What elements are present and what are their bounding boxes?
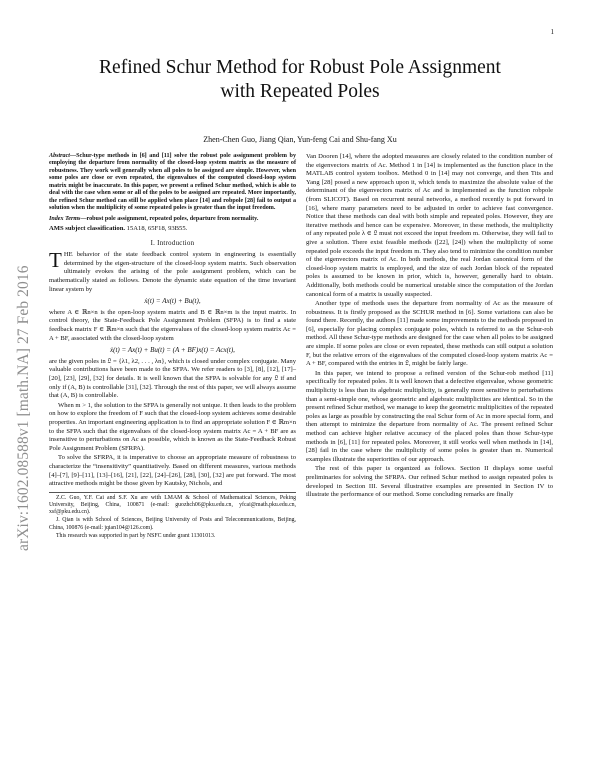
footnote: J. Qian is with School of Sciences, Beijing University of Posts and Telecommunications, Beijing, China, 100876 (e-mail: jqian104@126.com). [49,517,296,531]
paragraph: In this paper, we intend to propose a refined version of the Schur-rob method [11] specifically for repeated poles. It is well known that a defective eigenvalue, whose geometric multiplicity is less than its algebraic multiplicity, is generally more sensitive to perturbations than a semi-simple one, whose geometric and algebraic multiplicities are identical. So in the present refined Schur method, we manage to keep the geometric multiplicities of the repeated poles as large as possible by constructing the real Schur form of Ac in more special form, and then attempt to minimize the departure from normality of Ac. The present refined Schur method can achieve higher relative accuracy of the placed poles than those Schur-type methods in [6], [11] for repeated poles. Moreover, it still works well when methods in [14], [28] fail in the case where the multiplicity of some poles is greater than m. Numerical examples illustrate the superiorities of our approach. [306,369,553,463]
ams-classification [49,225,296,234]
paragraph: where A ∈ ℝn×n is the open-loop system matrix and B ∈ ℝn×m is the input matrix. In control theory, the State-Feedback Pole Assignment Problem (SFPA) is to find a state feedback matrix F ∈ ℝm×n such that the eigenvalues of the closed-loop system matrix Ac = A + BF, associated with the closed-loop system [49,308,296,342]
paragraph: Van Dooren [14], where the adopted measures are closely related to the condition number of the eigenvectors matrix of Ac. Method 1 in [14] is implemented as the function place in the MATLAB control system toolbox. Method 0 in [14] may not converge, and then Tits and Yang [28] posed a new approach upon it, which tends to maximize the absolute value of the determinant of the eigenvectors matrix of Ac and is implemented as the function robpole (from SLICOT). Based on recurrent neural networks, a method recently is put forward in [16], where many parameters need to be adjusted in order to achieve fast convergence. Notice that these methods can deal with both simple and repeated poles. However, they are iterative methods and hence can be expensive. Moreover, in these methods, the multiplicity of any repeated pole λ ∈ 𝔏 must not exceed the input freedom m. Otherwise, they will fail to give a solution. There exist feasible methods ([22], [24]) when the multiplicity of some repeated pole exceeds the input freedom m. They also tend to minimize the condition number of the eigenvectors matrix of Ac. In both methods, the real Jordan canonical form of the closed-loop system matrix is employed, and the size of each Jordan block of the repeated poles is assumed to be known in prior, which is, however, generally hard to obtain. Additionally, both methods could be numerical unstable since the computation of the Jordan canonical form of a matrix is usually suspected. [306,153,553,298]
paragraph [49,248,296,294]
paragraph: The rest of this paper is organized as follows. Section II displays some useful preliminaries for solving the SFRPA. Our refined Schur method to assign repeated poles is developed in Section III. Several illustrative examples are presented in Section IV to illustrate the performance of our method. Some concluding remarks are finally [306,465,553,499]
paragraph: Another type of methods uses the departure from normality of Ac as the measure of robustness. It is firstly proposed as the SCHUR method in [6]. Some variations can also be found there. Recently, the authors [11] made some improvements to the methods proposed in [6], especially for placing complex conjugate poles, which is referred to as the Schur-rob method. All these Schur-type methods are designed for the case when all poles to be assigned are simple. If some poles are close or even repeated, these methods can still output a solution F, but the relative errors of the eigenvalues of the computed closed-loop system matrix Ac = A + BF, compared with the entries in 𝔏, might be fairly large. [306,300,553,368]
index-terms-text: —robust pole assignment, repeated poles, departure from normality. [80,215,259,222]
section-heading: I. Introduction [150,239,195,247]
paragraph: are the given poles in 𝔏 = {λ1, λ2, . . . , λn}, which is closed under complex conjugate. Many valuable contributions have been made to the SFPA. We refer readers to [3], [8], [12], [17]–[20], [23], [29], [32] for details. It is well known that the SFPA is solvable for any 𝔏 if and only if (A, B) is controllable [31], [32]. Through the rest of this paper, we will always assume that (A, B) is controllable. [49,357,297,400]
paragraph: To solve the SFRPA, it is imperative to choose an appropriate measure of robustness to characterize the “insensitivity” quantitatively. Based on different measures, various methods [4]–[7], [9]–[11], [13]–[16], [21], [22], [24]–[26], [28], [30], [32] are put forward. The most attractive methods might be those given by Kautsky, Nichols, and [49,454,296,488]
abstract [49,153,296,213]
drop-cap: T [49,248,62,273]
paper-title: Refined Schur Method for Robust Pole Assignment with Repeated Poles [99,57,501,102]
author-list: Zhen-Chen Guo, Jiang Qian, Yun-feng Cai and Shu-fang Xu [203,135,397,144]
footnote: This research was supported in part by NSFC under grant 11301013. [56,532,216,539]
arxiv-stamp: arXiv:1602.08588v1 [math.NA] 27 Feb 2016 [15,265,32,551]
ams-label: AMS subject classification. [49,225,126,233]
left-column [49,153,296,541]
paragraph-text: HE behavior of the state feedback control system in engineering is essentially determined by the eigen-structure of the closed-loop system matrix. Such observation ultimately evokes the arising of the pole assignment problem, which can be mathematically stated as follows. Denote the dynamic state equation of the time invariant linear system by [49,251,296,293]
ams-text: 15A18, 65F18, 93B55. [126,225,188,233]
equation: ẋ(t) = Ax(t) + Bu(t) = (A + BF)x(t) = Acx(t), [110,346,235,355]
footnotes [49,492,296,540]
paragraph: When m > 1, the solution to the SFPA is generally not unique. It then leads to the problem on how to explore the freedom of F such that the closed-loop system achieves some desirable properties. An important engineering application is to find an appropriate solution F ∈ ℝm×n to the SFPA such that the eigenvalues of the closed-loop system matrix Ac = A + BF are as insensitive to perturbations on Ac as possible, which is known as the State-Feedback Robust Pole Assignment Problem (SFRPA). [49,401,297,452]
abstract-text: —Schur-type methods in [6] and [11] solve the robust pole assignment problem by employing the departure from normality of the closed-loop system matrix as the measure of robustness. They work well generally when all poles to be assigned are simple. However, when some poles are close or even repeated, the eigenvalues of the computed closed-loop system matrix might be inaccurate. In this paper, we present a refined Schur method, which is able to deal with the case when some or all of the poles to be assigned are repeated. More importantly, the refined Schur method can still be applied when place [14] and robpole [28] fail to output a solution when the multiplicity of some repeated poles is greater than the input freedom. [49,153,296,212]
abstract-label: Abstract [49,153,70,159]
right-column [306,153,553,501]
footnote: Z.C. Guo, Y.F. Cai and S.F. Xu are with LMAM & School of Mathematical Sciences, Peking University, Beijing, China, 100871 (e-mail: guozhch06@pku.edu.cn, yfcai@math.pku.edu.cn, xsf@pku.edu.cn). [49,494,296,516]
index-terms [49,216,296,223]
equation: ẋ(t) = Ax(t) + Bu(t), [144,297,201,306]
index-terms-label: Index Terms [49,215,81,222]
page-number: 1 [550,28,554,36]
